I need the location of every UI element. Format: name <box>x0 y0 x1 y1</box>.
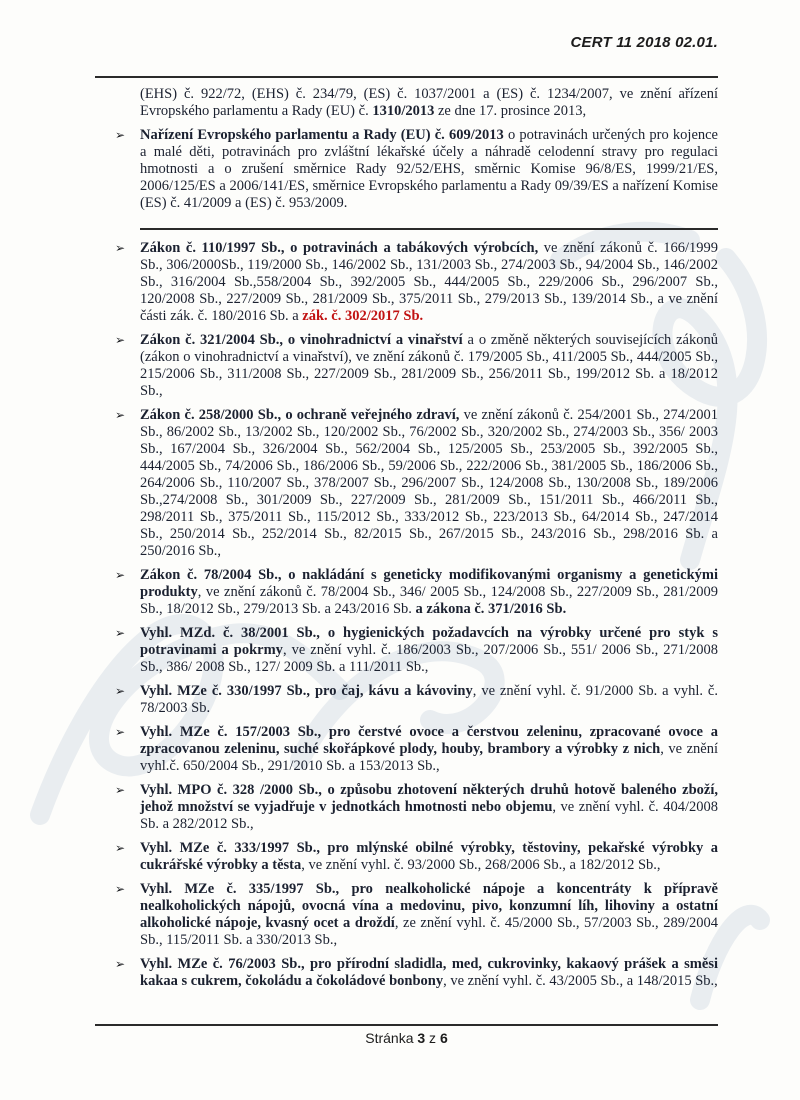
law-amendments: , ve znění vyhl. č. 43/2005 Sb., a 148/2015 Sb., <box>443 973 718 989</box>
law-title: Vyhl. MZe č. 157/2003 Sb., pro čerstvé ovoce a čerstvou zeleninu, zpracované ovoce a zpracovanou zeleninu, suché skořápkové plody, houby, brambory a výrobky z nich <box>140 724 718 757</box>
law-title: 3 <box>417 1030 426 1046</box>
footer-divider <box>95 1024 718 1026</box>
continuation-paragraph <box>95 86 718 120</box>
legal-list-item <box>95 332 718 400</box>
law-amendments: , ve znění zákonů č. 78/2004 Sb., 346/ 2005 Sb., 124/2008 Sb., 227/2009 Sb., 281/2009 Sb., 18/2012 Sb., 279/2013 Sb. a 243/2016 Sb. <box>140 584 718 617</box>
legal-list-item <box>95 407 718 560</box>
legal-list-item <box>95 127 718 212</box>
law-title: 1310/2013 <box>372 103 435 119</box>
legal-text-body <box>95 86 718 1020</box>
law-amendments: (EHS) č. 922/72, (EHS) č. 234/79, (ES) č. 1037/2001 a (ES) č. 1234/2007, ve znění ařízení Evropského parlamentu a Rady (EU) č. <box>140 86 718 119</box>
law-amendments: o potravinách určených pro kojence a malé děti, potravinách pro zvláštní lékařské účely a náhradě celodenní stravy pro regulaci hmotnosti a o zrušení směrnice Rady 92/52/EHS, směrnic Komise 96/8/ES, 1999/21/ES, 2006/125/ES a 2006/141/ES, směrnice Evropského parlamentu a Rady 09/39/ES a nařízení Komise (ES) č. 41/2009 a (ES) č. 953/2009. <box>140 127 718 211</box>
arrow-bullet-icon: ➢ <box>115 241 126 255</box>
header-divider <box>95 76 718 78</box>
arrow-bullet-icon: ➢ <box>115 841 126 855</box>
legal-list-item <box>95 840 718 874</box>
legal-list-item <box>95 782 718 833</box>
section-divider <box>140 228 718 230</box>
law-title: Zákon č. 110/1997 Sb., o potravinách a tabákových výrobcích, <box>140 240 539 256</box>
law-title: Vyhl. MZe č. 330/1997 Sb., pro čaj, kávu a kávoviny <box>140 683 473 699</box>
arrow-bullet-icon: ➢ <box>115 568 126 582</box>
page-number <box>95 1030 718 1046</box>
law-title: Zákon č. 258/2000 Sb., o ochraně veřejného zdraví, <box>140 407 460 423</box>
law-amendments: , ve znění vyhl. č. 186/2003 Sb., 207/2006 Sb., 551/ 2006 Sb., 271/2008 Sb., 386/ 2008 Sb., 127/ 2009 Sb. a 111/2011 Sb., <box>140 642 718 675</box>
legal-list-item <box>95 724 718 775</box>
law-title: Zákon č. 78/2004 Sb., o nakládání s geneticky modifikovanými organismy a genetickými produkty <box>140 567 718 600</box>
arrow-bullet-icon: ➢ <box>115 684 126 698</box>
legal-list-item <box>95 881 718 949</box>
law-title: Zákon č. 321/2004 Sb., o vinohradnictví a vinařství <box>140 332 463 348</box>
legal-list-item <box>95 956 718 990</box>
law-amendments: Stránka <box>365 1030 418 1046</box>
law-title: Vyhl. MZd. č. 38/2001 Sb., o hygienických požadavcích na výrobky určené pro styk s potravinami a pokrmy <box>140 625 718 658</box>
law-amendments: a o změně některých souvisejících zákonů (zákon o vinohradnictví a vinařství), ve znění zákonů č. 179/2005 Sb., 411/2005 Sb., 444/2005 Sb., 215/2006 Sb., 311/2008 Sb., 227/2009 Sb., 281/2009 Sb., 256/2011 Sb., 199/2012 Sb. a 18/2012 Sb., <box>140 332 718 399</box>
law-amendments: , ve znění vyhl. č. 93/2000 Sb., 268/2006 Sb., a 182/2012 Sb., <box>301 857 661 873</box>
arrow-bullet-icon: ➢ <box>115 725 126 739</box>
legal-list-item <box>95 567 718 618</box>
law-title: Vyhl. MZe č. 333/1997 Sb., pro mlýnské obilné výrobky, těstoviny, pekařské výrobky a cukrářské výrobky a těsta <box>140 840 718 873</box>
amendment-highlight: zák. č. 302/2017 Sb. <box>302 308 424 324</box>
law-title: 6 <box>439 1030 448 1046</box>
law-amendments: , ve znění vyhl.č. 650/2004 Sb., 291/2010 Sb. a 153/2013 Sb., <box>140 741 718 774</box>
law-title: Vyhl. MZe č. 76/2003 Sb., pro přírodní sladidla, med, cukrovinky, kakaový prášek a směsi kakaa s cukrem, čokoládu a čokoládové bonbony <box>140 956 718 989</box>
law-amendments: , ve znění vyhl. č. 91/2000 Sb. a vyhl. č. 78/2003 Sb. <box>140 683 718 716</box>
arrow-bullet-icon: ➢ <box>115 626 126 640</box>
arrow-bullet-icon: ➢ <box>115 408 126 422</box>
arrow-bullet-icon: ➢ <box>115 957 126 971</box>
law-title: a zákona č. 371/2016 Sb. <box>411 601 567 617</box>
law-amendments: , ve znění vyhl. č. 404/2008 Sb. a 282/2012 Sb., <box>140 799 718 832</box>
law-amendments: , ze znění vyhl. č. 45/2000 Sb., 57/2003 Sb., 289/2004 Sb., 115/2011 Sb. a 330/2013 Sb., <box>140 915 718 948</box>
law-title: Nařízení Evropského parlamentu a Rady (EU) č. 609/2013 <box>140 127 504 143</box>
legal-list-item <box>95 625 718 676</box>
legal-list-item <box>95 683 718 717</box>
document-code: CERT 11 2018 02.01. <box>570 34 718 51</box>
law-amendments: ve znění zákonů č. 166/1999 Sb., 306/2000Sb., 119/2000 Sb., 146/2002 Sb., 131/2003 Sb., 274/2003 Sb., 94/2004 Sb., 146/2002 Sb., 316/2004 Sb.,558/2004 Sb., 392/2005 Sb., 444/2005 Sb., 229/2006 Sb., 296/2007 Sb., 120/2008 Sb., 227/2009 Sb., 281/2009 Sb., 375/2011 Sb., 279/2013 Sb., 139/2014 Sb., a ve znění části zák. č. 180/2016 Sb. a <box>140 240 718 324</box>
arrow-bullet-icon: ➢ <box>115 128 126 142</box>
arrow-bullet-icon: ➢ <box>115 882 126 896</box>
law-title: Vyhl. MPO č. 328 /2000 Sb., o způsobu zhotovení některých druhů hotově baleného zboží, jehož množství se vyjadřuje v jednotkách hmotnosti nebo objemu <box>140 782 718 815</box>
law-amendments: ve znění zákonů č. 254/2001 Sb., 274/2001 Sb., 86/2002 Sb., 13/2002 Sb., 120/2002 Sb., 76/2002 Sb., 320/2002 Sb., 274/2003 Sb., 356/ 2003 Sb., 167/2004 Sb., 326/2004 Sb., 562/2004 Sb., 125/2005 Sb., 253/2005 Sb., 392/2005 Sb., 444/2005 Sb., 74/2006 Sb., 186/2006 Sb., 59/2006 Sb., 222/2006 Sb., 381/2005 Sb., 186/2006 Sb., 264/2006 Sb., 110/2007 Sb., 378/2007 Sb., 296/2007 Sb., 124/2008 Sb., 130/2008 Sb., 189/2006 Sb.,274/2008 Sb., 301/2009 Sb., 227/2009 Sb., 281/2009 Sb., 151/2011 Sb., 466/2011 Sb., 298/2011 Sb., 375/2011 Sb., 115/2012 Sb., 333/2012 Sb., 223/2013 Sb., 64/2014 Sb., 247/2014 Sb., 250/2014 Sb., 252/2014 Sb., 82/2015 Sb., 267/2015 Sb., 243/2016 Sb., 298/2016 Sb. a 250/2016 Sb., <box>140 407 718 559</box>
law-amendments: ze dne 17. prosince 2013, <box>434 103 587 119</box>
law-title: Vyhl. MZe č. 335/1997 Sb., pro nealkoholické nápoje a koncentráty k přípravě nealkoholických nápojů, ovocná vína a medovinu, pivo, konzumní líh, lihoviny a ostatní alkoholické nápoje, kvasný ocet a droždí <box>140 881 718 931</box>
arrow-bullet-icon: ➢ <box>115 333 126 347</box>
arrow-bullet-icon: ➢ <box>115 783 126 797</box>
law-amendments: z <box>425 1030 440 1046</box>
legal-list-item <box>95 240 718 325</box>
